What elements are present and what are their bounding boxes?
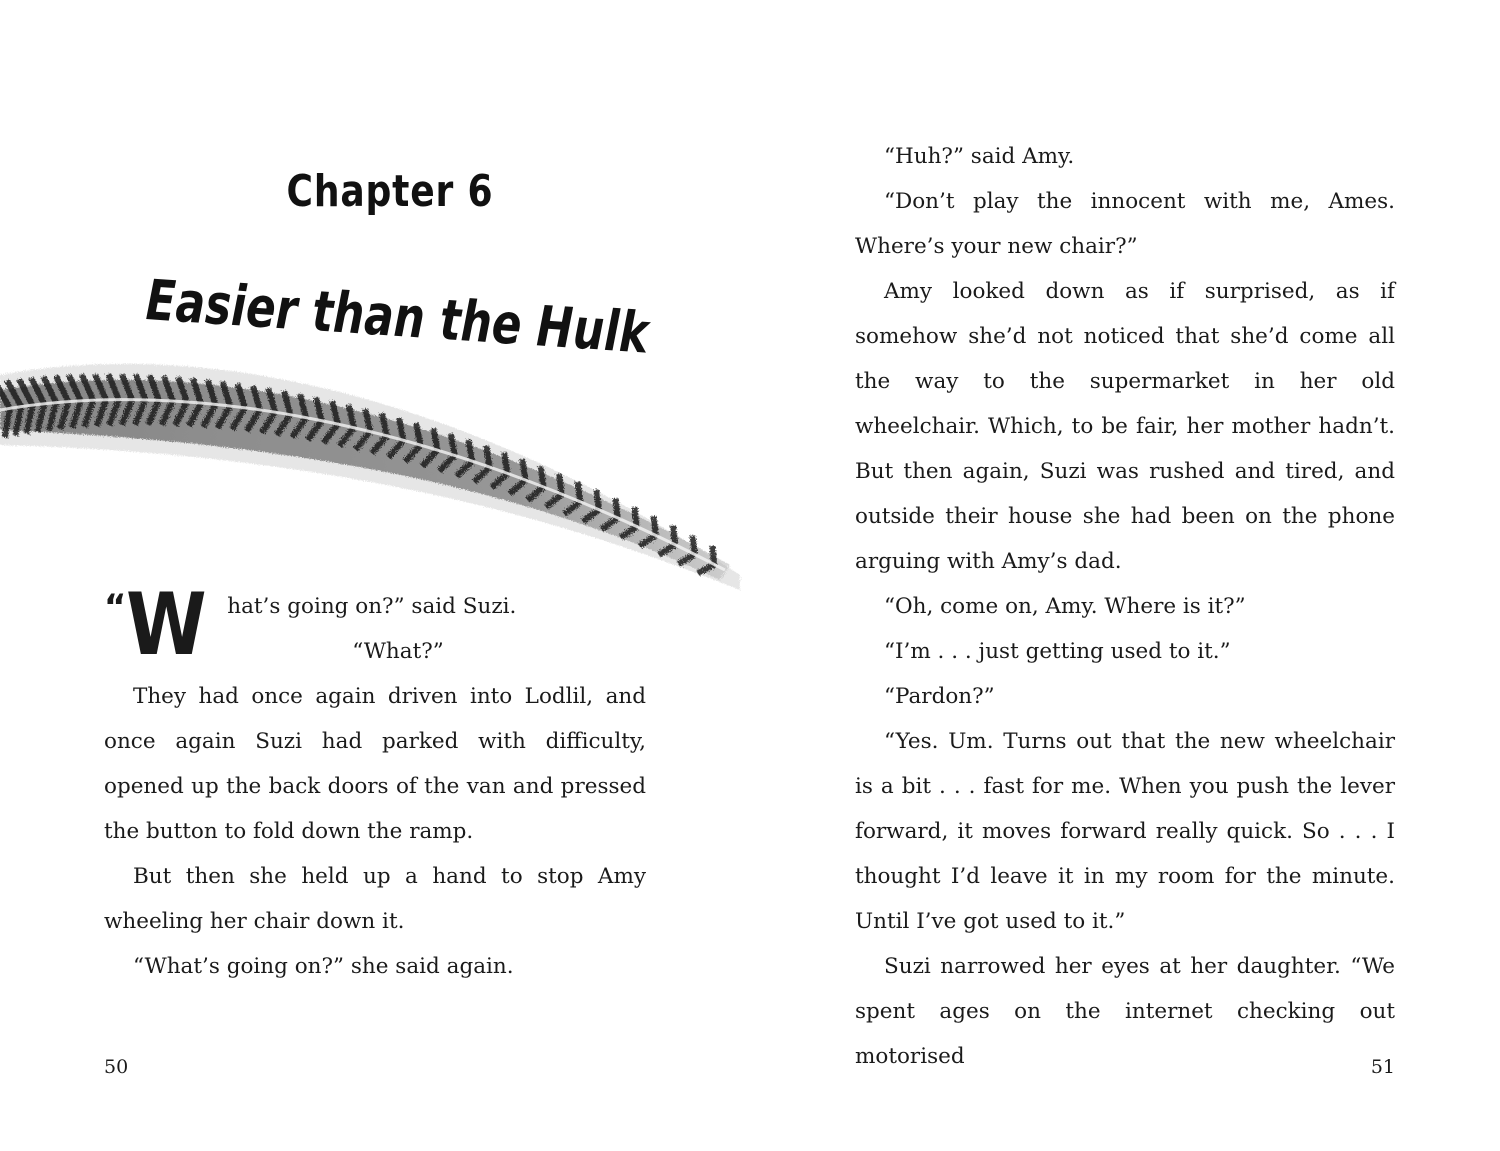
drop-cap-quote: “ [104,587,127,627]
page-number: 50 [104,1056,129,1078]
right-page [750,0,1500,1151]
drop-cap-letter: W [126,575,208,675]
tread-mark [673,526,675,545]
tread-mark [693,536,695,555]
tread-mark [596,490,598,510]
tread-mark [615,498,617,518]
paragraph: They had once again driven into Lodlil, and once again Suzi had parked with difficulty, opened up the back doors of the van and pressed the button to fold down the ramp. [104,684,646,844]
paragraph: “Don’t play the innocent with me, Ames. Where’s your new chair?” [855,189,1395,259]
paragraph: But then she held up a hand to stop Amy wheeling her chair down it. [104,864,646,934]
tread-mark [504,452,507,473]
paragraph: “What’s going on?” she said again. [133,954,514,979]
drop-cap [104,575,221,675]
tire-track-illustration [0,335,760,605]
paragraph: “Oh, come on, Amy. Where is it?” [884,594,1246,619]
chapter-label: Chapter 6 [286,166,494,217]
chapter-title: Easier than the Hulk [144,268,650,367]
paragraph: “Huh?” said Amy. [884,144,1075,169]
tread-mark [712,546,714,565]
paragraph: “What?” [352,639,444,664]
tread-mark [541,466,544,487]
tread-mark [399,418,403,440]
left-page-body [104,575,646,989]
tread-mark [634,507,636,526]
paragraph: “I’m . . . just getting used to it.” [884,639,1231,664]
paragraph: Suzi narrowed her eyes at her daughter. “We spent ages on the internet checking out motorised [855,954,1395,1069]
tread-mark [451,434,455,456]
tread-mark [486,446,489,467]
paragraph: hat’s going on?” said Suzi. [227,594,517,619]
page-number: 51 [1370,1056,1395,1078]
tread-mark [469,440,473,461]
tread-mark [433,428,437,450]
tread-mark [416,423,420,445]
tread-mark [522,459,525,480]
right-page-body [855,134,1395,1079]
paragraph: “Pardon?” [884,684,995,709]
tread-mark [559,474,562,494]
tread-mark [654,516,656,535]
tread-mark [578,482,581,502]
paragraph: “Yes. Um. Turns out that the new wheelchair is a bit . . . fast for me. When you push the lever forward, it moves forward really quick. So . . . I thought I’d leave it in my room for the minute. Until I’ve got used to it.” [855,729,1395,934]
paragraph: Amy looked down as if surprised, as if somehow she’d not noticed that she’d come all the way to the supermarket in her old wheelchair. Which, to be fair, her mother hadn’t. But then again, Suzi was rushed and tired, and outside their house she had been on the phone arguing with Amy’s dad. [855,279,1395,574]
